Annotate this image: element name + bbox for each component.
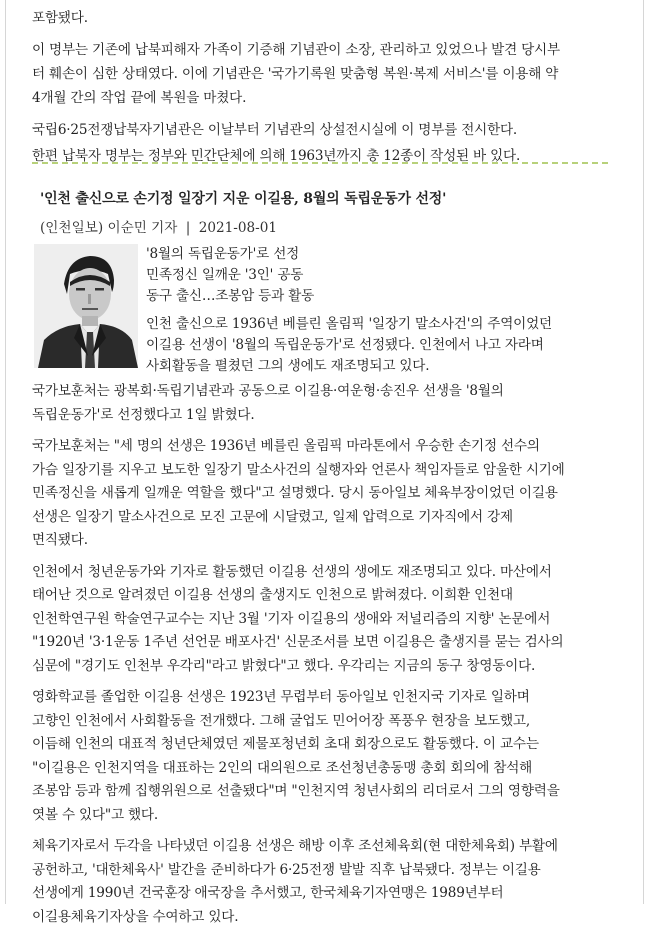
paragraph [32, 686, 618, 827]
text-line: 4개월 간의 작업 끝에 복원을 마쳤다. [32, 90, 247, 106]
paragraph [32, 38, 614, 110]
text-line: 태어난 것으로 알려졌던 이길용 선생의 출생지도 인천으로 밝혀졌다. 이희환 인천대 [32, 587, 513, 603]
page-border-left [5, 0, 6, 904]
page-border-right [643, 0, 644, 904]
portrait-image [34, 244, 138, 368]
paragraph: 한편 납북자 명부는 정부와 민간단체에 의해 1963년까지 총 12종이 작성된 바 있다. [32, 148, 521, 164]
text-line: 이길용체육기자상을 수여하고 있다. [32, 908, 239, 925]
text-line: 체육기자로서 두각을 나타냈던 이길용 선생은 해방 이후 조선체육회(현 대한체육회) 부활에 [32, 838, 558, 854]
article-subheads [146, 244, 446, 307]
article-lead [146, 314, 616, 377]
article-byline [40, 216, 600, 236]
subhead: 민족정신 일깨운 '3인' 공동 [146, 267, 304, 283]
text-line: 국가보훈처는 "세 명의 선생은 1936년 베를린 올림픽 마라톤에서 우승한 손기정 선수의 [32, 438, 540, 454]
text-line: 이듬해 인천의 대표적 청년단체였던 제물포청년회 초대 회장으로도 활동했다. 이 교수는 [32, 736, 539, 752]
paragraph [32, 435, 618, 553]
article-body [32, 380, 618, 937]
text-line: 이길용 선생이 '8월의 독립운동가'로 선정됐다. 인천에서 나고 자라며 [146, 337, 544, 353]
text-line: 사회활동을 펼쳤던 그의 생에도 재조명되고 있다. [146, 358, 430, 374]
text-line: 선생에게 1990년 건국훈장 애국장을 추서했고, 한국체육기자연맹은 1989년부터 [32, 885, 504, 901]
text-line: 인천에서 청년운동가와 기자로 활동했던 이길용 선생의 생에도 재조명되고 있다. 마산에서 [32, 563, 552, 580]
text-line: "이길용은 인천지역을 대표하는 2인의 대의원으로 조선청년총동맹 총회 회의에 참석해 [32, 759, 533, 776]
article-source: (인천일보) 이순민 기자 [40, 220, 178, 236]
text-line: 공헌하고, '대한체육사' 발간을 준비하다가 6·25전쟁 발발 직후 납북됐다. 정부는 이길용 [32, 861, 541, 878]
text-line: 심문에 "경기도 인천부 우각리"라고 밝혔다"고 했다. 우각리는 지금의 동구 창영동이다. [32, 657, 536, 674]
paragraph [32, 380, 618, 427]
paragraph [32, 835, 618, 929]
portrait-photo [34, 244, 138, 368]
section-divider [32, 162, 608, 164]
subhead: '8월의 독립운동가'로 선정 [146, 246, 300, 262]
subhead: 동구 출신…조봉암 등과 활동 [146, 288, 315, 304]
text-line: 고향인 인천에서 사회활동을 전개했다. 그해 굴업도 민어어장 폭풍우 현장을 보도했고, [32, 712, 530, 729]
text-line: "1920년 '3·1운동 1주년 선언문 배포사건' 신문조서를 보면 이길용은 출생지를 묻는 검사의 [32, 634, 564, 650]
top-section [32, 6, 614, 170]
text-line: 이 명부는 기존에 납북피해자 가족이 기증해 기념관이 소장, 관리하고 있었으나 발견 당시부 [32, 42, 560, 58]
text-line: 면직됐다. [32, 532, 88, 548]
text-line: 영화학교를 졸업한 이길용 선생은 1923년 무렵부터 동아일보 인천지국 기자로 일하며 [32, 689, 530, 705]
text-line: 조봉암 등과 함께 집행위원으로 선출됐다"며 "인천지역 청년사회의 리더로서 그의 영향력을 [32, 783, 560, 799]
byline-separator: | [185, 220, 191, 236]
text-line: 인천 출신으로 1936년 베를린 올림픽 '일장기 말소사건'의 주역이었던 [146, 316, 552, 332]
paragraph [32, 561, 618, 679]
paragraph: 포함됐다. [32, 10, 88, 26]
text-line: 국가보훈처는 광복회·독립기념관과 공동으로 이길용·여운형·송진우 선생을 '8월의 [32, 383, 504, 399]
paragraph: 국립6·25전쟁납북자기념관은 이날부터 기념관의 상설전시실에 이 명부를 전시한다. [32, 122, 518, 138]
text-line: 인천학연구원 학술연구교수는 지난 3월 '기자 이길용의 생애와 저널리즘의 지향' 논문에서 [32, 610, 551, 627]
text-line: 엿볼 수 있다"고 했다. [32, 806, 158, 823]
article-date: 2021-08-01 [198, 220, 278, 236]
text-line: 민족정신을 새롭게 일깨운 역할을 했다"고 설명했다. 당시 동아일보 체육부장이었던 이길용 [32, 485, 558, 501]
text-line: 터 훼손이 심한 상태였다. 이에 기념관은 '국가기록원 맞춤형 복원·복제 서비스'를 이용해 약 [32, 66, 559, 82]
text-line: 선생은 일장기 말소사건으로 모진 고문에 시달렸고, 일제 압력으로 기자직에서 강제 [32, 508, 513, 525]
article-headline: '인천 출신으로 손기정 일장기 지운 이길용, 8월의 독립운동가 선정' [40, 191, 447, 207]
text-line: 가슴 일장기를 지우고 보도한 일장기 말소사건의 실행자와 언론사 책임자들로 암울한 시기에 [32, 461, 565, 478]
text-line: 독립운동가'로 선정했다고 1일 밝혔다. [32, 406, 255, 423]
